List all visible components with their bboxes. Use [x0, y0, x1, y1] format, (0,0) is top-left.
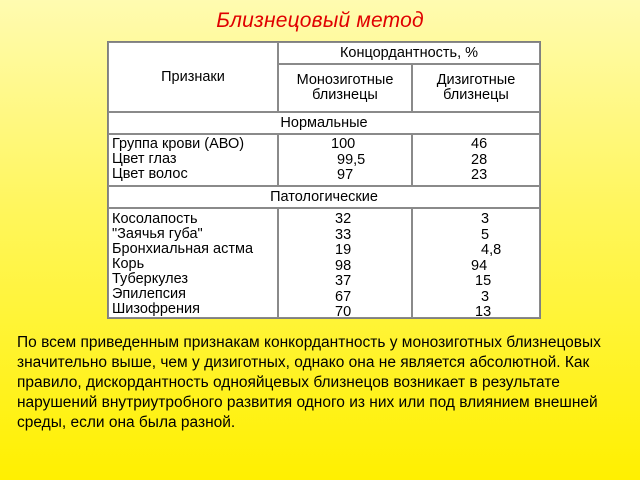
- mono-value: 37: [335, 273, 352, 289]
- di-value: 3: [481, 211, 490, 227]
- concordance-table: [107, 41, 541, 319]
- mono-value: 32: [335, 211, 352, 227]
- di-value: 5: [481, 226, 490, 243]
- di-value: 3: [481, 288, 490, 305]
- di-value: 4,8: [481, 242, 502, 258]
- header-di: [412, 64, 540, 112]
- slide-title: Близнецовый метод: [216, 9, 424, 32]
- mono-value: 70: [335, 304, 352, 320]
- di-value: 23: [471, 167, 488, 183]
- header-mono-label: Монозиготные близнецы: [296, 72, 394, 103]
- section-pathological: [108, 186, 540, 208]
- mono-value: 98: [335, 257, 352, 274]
- header-concordance: [278, 42, 540, 64]
- pathological-traits: [108, 208, 278, 318]
- trait: Шизофрения: [112, 301, 200, 317]
- trait: Эпилепсия: [112, 286, 186, 302]
- di-value: 13: [475, 304, 492, 320]
- di-value: 46: [471, 136, 488, 152]
- section-pathological-label: Патологические: [270, 188, 378, 205]
- trait: Бронхиальная астма: [112, 241, 254, 257]
- trait: Туберкулез: [112, 271, 189, 287]
- trait: Группа крови (АВО): [112, 136, 245, 152]
- di-value: 28: [471, 151, 488, 168]
- normal-mono: [278, 134, 412, 186]
- mono-value: 19: [335, 242, 352, 258]
- mono-value: 100: [331, 136, 356, 152]
- header-di-label: Дизиготные близнецы: [436, 72, 516, 103]
- section-normal: [108, 112, 540, 134]
- header-mono: [278, 64, 412, 112]
- mono-value: 99,5: [337, 151, 366, 168]
- trait: Корь: [112, 256, 145, 272]
- mono-value: 97: [337, 167, 354, 183]
- mono-value: 33: [335, 226, 352, 243]
- normal-di: [412, 134, 540, 186]
- header-concordance-label: Концордантность, %: [339, 44, 479, 61]
- trait: "Заячья губа": [112, 226, 203, 242]
- header-features: [108, 42, 278, 112]
- section-normal-label: Нормальные: [280, 114, 368, 131]
- conclusion-text: По всем приведенным признакам конкордантность у монозиготных близнецовых значительно выше, чем у дизиготных, однако она не является абсолютной. Как правило, дискордантность однояйцевых близнецов возникает в результате нарушений внутриутробного развития одного из них или под влиянием внешней среды, если она была разной.: [17, 334, 601, 431]
- normal-traits: [108, 134, 278, 186]
- trait: Косолапость: [112, 211, 198, 227]
- di-value: 15: [475, 273, 492, 289]
- trait: Цвет волос: [112, 166, 188, 182]
- header-features-label: Признаки: [161, 68, 225, 85]
- pathological-di: [412, 208, 540, 318]
- mono-value: 67: [335, 288, 352, 305]
- trait: Цвет глаз: [112, 151, 177, 167]
- di-value: 94: [471, 257, 488, 274]
- pathological-mono: [278, 208, 412, 318]
